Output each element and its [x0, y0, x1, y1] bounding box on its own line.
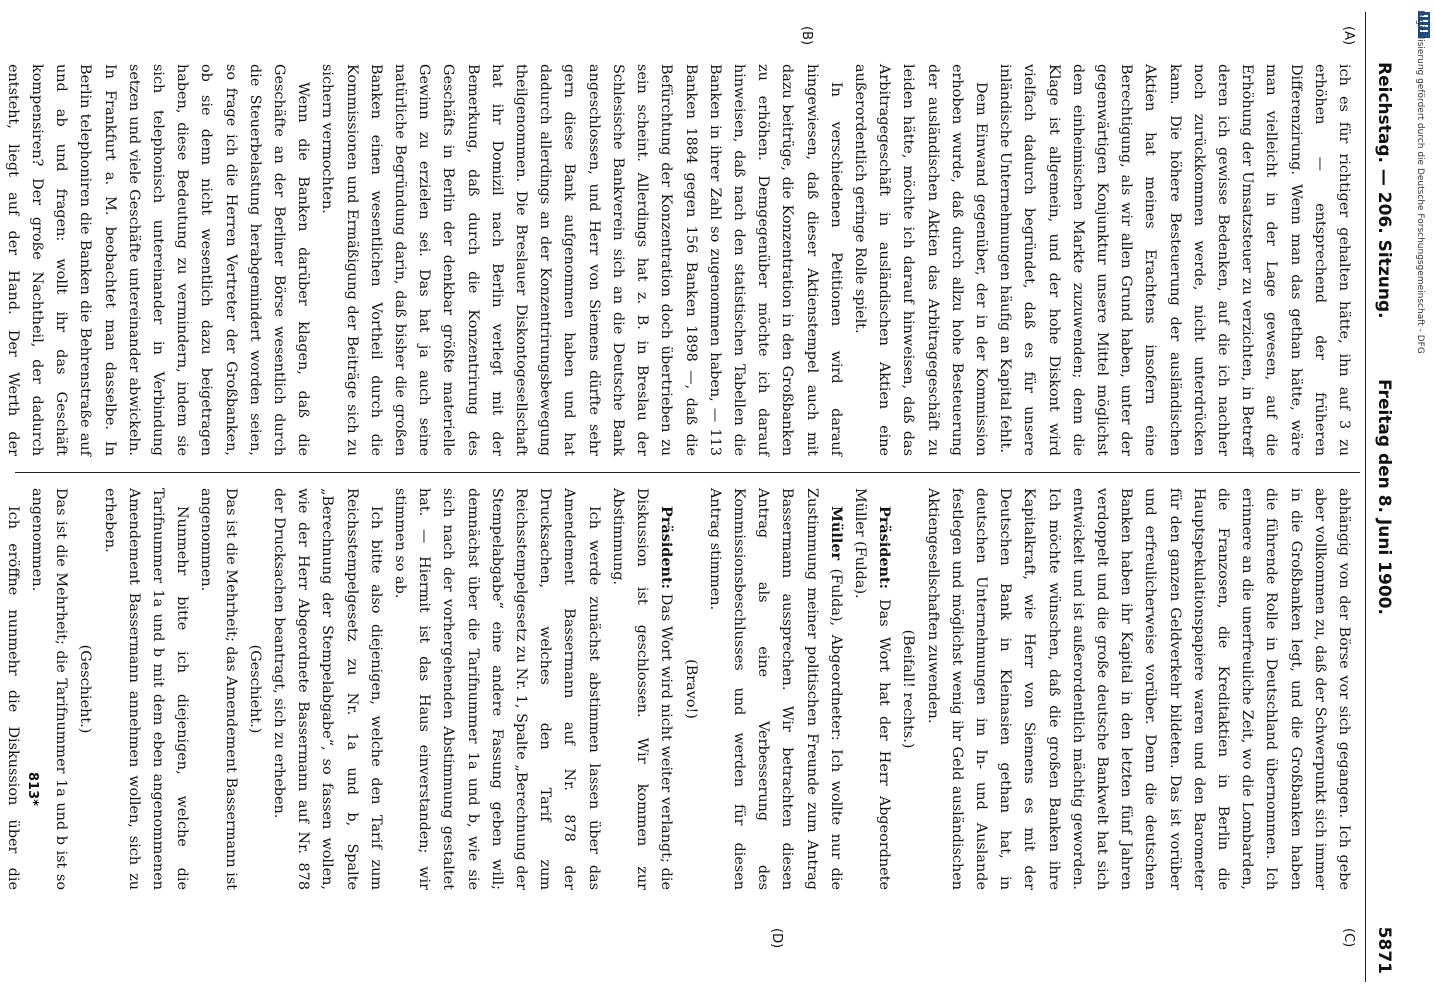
paragraph: abhängig von der Börse vor sich gegangen. Ich gebe aber vollkommen zu, daß der Schwerpunkt sich immer in die Großbanken legt, und die Großbanken haben die führende Rolle in Deutschland übernommen. Ich erinnere an die unerfreuliche Zeit, wo die Lombarden, die Franzosen, die Kreditaktien in Berlin die Hauptspekulationspapiere waren und den Barometer für den ganzen Geldverkehr bildeten. Das ist vorüber und erfreulicherweise vorüber. Denn die deutschen Banken haben ihr Kapital in den letzten fünf Jahren verdoppelt und die große deutsche Bankwelt hat sich entwickelt und ist außerordentlich mächtig geworden. Ich möchte wünschen, daß die großen Banken ihre Kapitalkraft, wie Herr von Siemens es mit der Deutschen Bank in Kleinasien gethan hat, in deutschen Unternehmungen im In- und Auslande festlegen und möglichst wenig ihr Geld ausländischen Aktiengesellschaften zuwenden.	[924, 488, 1352, 890]
paragraph: Das ist die Mehrheit; die Tarifnummer 1a und b ist so angenommen.	[29, 488, 70, 890]
paragraph: Dem Einwand gegenüber, der in der Kommission erhoben wurde, daß durch allzu hohe Besteuerung der ausländischen Aktien das Arbitragegeschäft zu leiden hätte, möchte ich darauf hinweisen, daß das Arbitragegeschäft in ausländischen Aktien eine außerordentlich geringe Rolle spielt.	[851, 64, 989, 456]
speech-text: Das Wort hat der Herr Abgeordnete Müller (Fulda).	[851, 488, 893, 891]
digitization-credit: Digitalisierung gefördert durch die Deutsche Forschungsgemeinschaft - DFG	[1415, 10, 1425, 354]
paragraph: Ich werde zunächst abstimmen lassen über das Amendement Bassermann auf Nr. 878 der Drucksachen, welches den Tarif zum Reichsstempelgesetz zu Nr. 1, Spalte „Berechnung der Stempelabgabe“ eine andere Fassung geben will; demnächst über die Tarifnummer 1a und b, wie sie sich nach der vorhergehenden Abstimmung gestaltet hat. — Hiermit ist das Haus einverstanden; wir stimmen so ab.	[392, 488, 602, 890]
margin-marker-b: (B)	[799, 26, 814, 46]
paragraph: Ich bitte also diejenigen, welche den Tarif zum Reichsstempelgesetz zu Nr. 1a und b, Spalte „Berechnung der Stempelabgabe“, so fassen wollen, wie der Herr Abgeordnete Bassermann auf Nr. 878 der Drucksachen beantragt, sich zu erheben.	[271, 488, 384, 890]
scanned-page	[0, 12, 1400, 982]
paragraph: Nunmehr bitte ich diejenigen, welche die Tarifnummer 1a und b mit dem eben angenommenen Amendement Bassermann annehmen wollen, sich zu erheben.	[101, 488, 191, 890]
speaker-paragraph	[848, 488, 896, 890]
signature-mark: 813*	[25, 772, 40, 806]
procedure-note: (Geschieht.)	[77, 644, 94, 734]
speaker-paragraph	[703, 488, 848, 890]
paragraph: In verschiedenen Petitionen wird darauf hingewiesen, daß dieser Aktienstempel auch mit dazu beitrüge, die Konzentration in den Großbanken zu erhöhen. Demgegenüber möchte ich darauf hinweisen, daß nach den statistischen Tabellen die Banken in ihrer Zahl so zugenommen haben, — 113 Banken 1884 gegen 156 Banken 1898 —, daß die Befürchtung der Konzentration doch übertrieben zu sein scheint. Allerdings hat z. B. in Breslau der Schlesische Bankverein sich an die Deutsche Bank angeschlossen, und Herr von Siemens dürfte sehr gern diese Bank aufgenommen haben und hat dadurch allerdings an der Konzentrirungsbewegung theilgenommen. Die Breslauer Diskontogesellschaft hat ihr Domizil nach Berlin verlegt mit der Bemerkung, daß durch die Konzentrirung des Geschäfts in Berlin der denkbar größte materielle Gewinn zu erzielen sei. Das hat ja auch seine natürliche Begründung darin, daß bisher die großen Banken einen wesentlichen Vortheil durch die Kommissionen und Ermäßigung der Beiträge sich zu sichern vermochten.	[319, 64, 844, 456]
applause-note: (Beifall! rechts.)	[900, 629, 917, 749]
speech-text: (Fulda), Abgeordneter: Ich wollte nur die Zustimmung meiner politischen Freunde zum Antrag Bassermann aussprechen. Wir betrachten diesen Antrag als eine Verbesserung des Kommissionsbeschlusses und werden für diesen Antrag stimmen.	[706, 488, 844, 891]
speaker-label: Präsident:	[876, 506, 894, 589]
page-header	[1365, 12, 1400, 982]
applause-note: (Bravo!)	[682, 659, 699, 719]
speaker-label: Präsident:	[658, 506, 676, 589]
speaker-label: Müller	[827, 506, 845, 561]
right-column	[4, 488, 1356, 891]
header-page-number: 5871	[1374, 926, 1394, 974]
speaker-paragraph	[606, 488, 679, 890]
margin-marker-c: (C)	[1341, 928, 1356, 948]
paragraph: Ich eröffne nunmehr die Diskussion über die	[4, 506, 21, 890]
margin-marker-a: (A)	[1341, 26, 1356, 46]
speech-text: Das Wort wird nicht weiter verlangt; die Diskussion ist geschlossen. Wir kommen zur Abstimmung.	[609, 488, 675, 890]
header-session: Reichstag. — 206. Sitzung.	[1374, 62, 1394, 319]
procedure-note: (Geschieht.)	[246, 644, 263, 734]
paragraph: Wenn die Banken darüber klagen, daß die Geschäfte an der Berliner Börse wesentlich durch die Steuerbelastung herabgemindert worden seien, so frage ich die Herren Vertreter der Großbanken, ob sie denn nicht wesentlich dazu beigetragen haben, diese Bedeutung zu vermindern, indem sie sich telephonisch untereinander in Verbindung setzen und viele Geschäfte untereinander abwickeln. In Frankfurt a. M. beobachtet man dasselbe. In Berlin telephoniren die Banken die Behrenstraße auf und ab und fragen: wollt ihr das Geschäft kompensiren? Der große Nachtheil, der dadurch entsteht, liegt auf der Hand. Der Werth der	[4, 64, 312, 456]
column-divider	[15, 472, 1360, 473]
header-date: Freitag den 8. Juni 1900.	[1374, 379, 1394, 615]
left-column	[4, 64, 1356, 456]
paragraph: Das ist die Mehrheit; das Amendement Bassermann ist angenommen.	[198, 488, 239, 890]
paragraph: ich es für richtiger gehalten hätte, ihn auf 3 zu erhöhen — entsprechend der früheren Differenzirung. Wenn man das gethan hätte, wäre man vielleicht in der Lage gewesen, auf die Erhöhung der Umsatzsteuer zu verzichten, in Betreff deren ich gewisse Bedenken, auf die ich nachher noch zurückkommen werde, nicht unterdrücken kann. Die höhere Besteuerung der ausländischen Aktien hat meines Erachtens insofern eine Berechtigung, als wir allen Grund haben, unter der gegenwärtigen Konjunktur unsere Mittel möglichst dem einheimischen Markte zuzuwenden; denn die Klage ist allgemein, und der hohe Diskont wird vielfach dadurch begründet, daß es für unsere inländische Unternehmungen häufig an Kapital fehlt.	[997, 64, 1352, 456]
margin-marker-d: (D)	[769, 928, 784, 949]
